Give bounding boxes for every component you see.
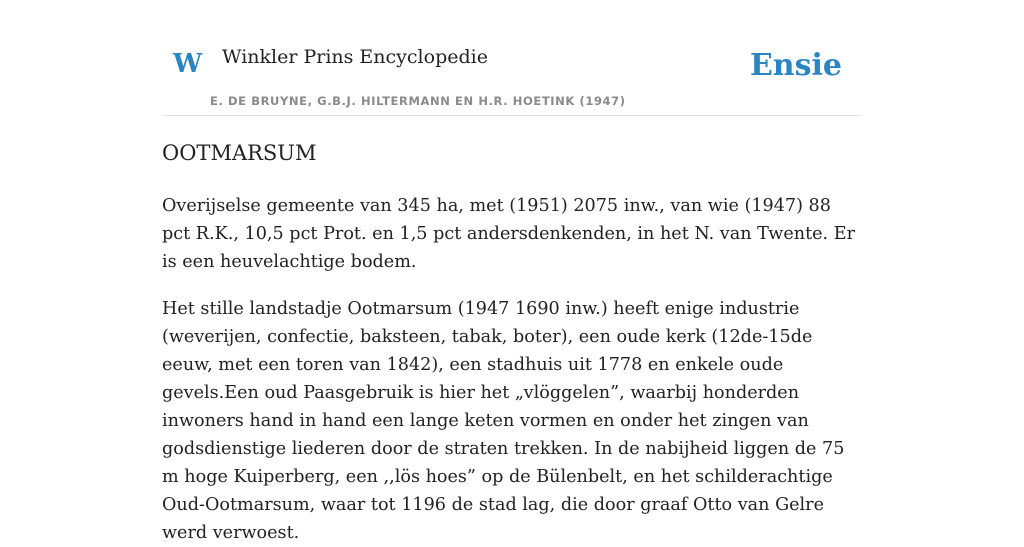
entry-title: OOTMARSUM [162, 141, 317, 165]
header [162, 0, 862, 116]
content-container [162, 0, 862, 543]
ensie-logo[interactable]: Ensie [749, 48, 842, 83]
source-title[interactable]: Winkler Prins Encyclopedie [222, 46, 488, 68]
entry-paragraph: Het stille landstadje Ootmarsum (1947 1690 inw.) heeft enige industrie (weverijen, confectie, baksteen, tabak, boter), een oude kerk (12de-15de eeuw, met een toren van 1842), een stadhuis uit 1778 en enkele oude gevels.Een oud Paasgebruik is hier het „vlöggelen”, waarbij honderden inwoners hand in hand een lange keten vormen en onder het zingen van godsdienstige liederen door de straten trekken. In de nabijheid liggen de 75 m hoge Kuiperberg, een ,,lös hoes” op de Bülenbelt, en het schilderachtige Oud-Ootmarsum, waar tot 1196 de stad lag, die door graaf Otto van Gelre werd verwoest. [162, 299, 845, 543]
source-authors: E. DE BRUYNE, G.B.J. HILTERMANN EN H.R. HOETINK (1947) [210, 94, 626, 108]
entry-paragraph: Overijselse gemeente van 345 ha, met (1951) 2075 inw., van wie (1947) 88 pct R.K., 10,5 pct Prot. en 1,5 pct andersdenkenden, in het N. van Twente. Er is een heuvelachtige bodem. [162, 196, 855, 272]
winkler-prins-logo[interactable]: W [173, 49, 203, 79]
